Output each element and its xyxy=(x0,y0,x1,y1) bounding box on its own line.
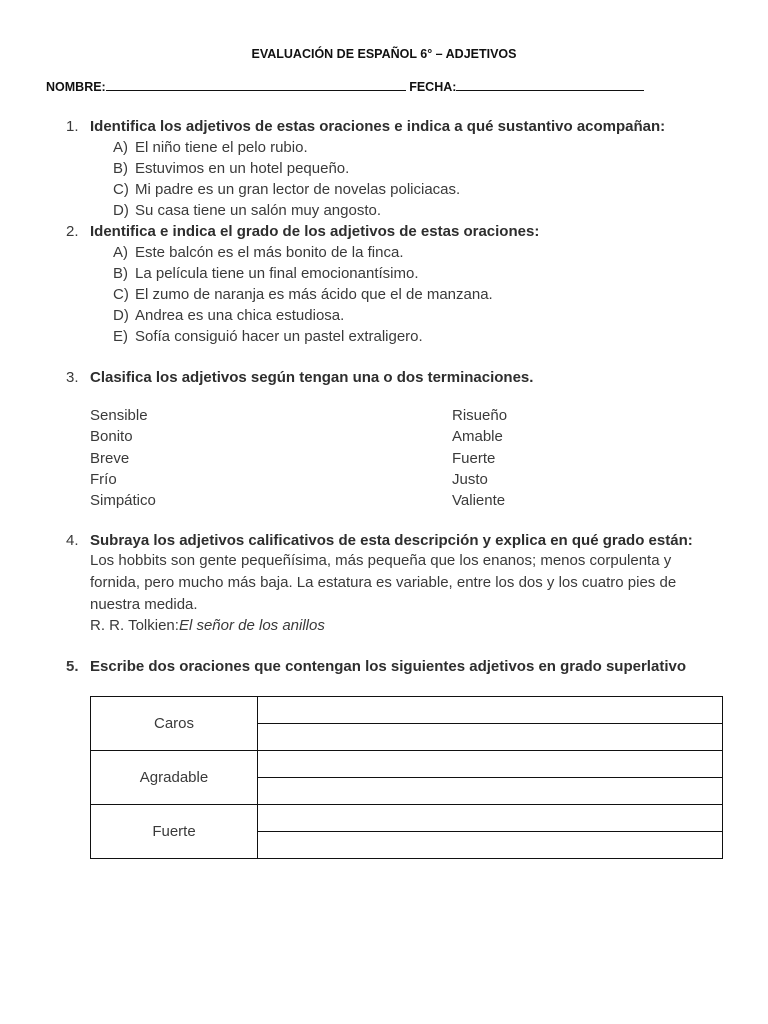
item-letter: D) xyxy=(113,202,129,219)
item-text: Estuvimos en un hotel pequeño. xyxy=(135,160,350,177)
adjective-cell: Fuerte xyxy=(91,805,258,859)
item-text: Su casa tiene un salón muy angosto. xyxy=(135,202,381,219)
name-label: NOMBRE: xyxy=(46,80,106,94)
word-item: Valiente xyxy=(452,492,506,509)
word-item: Amable xyxy=(452,428,503,445)
date-field[interactable] xyxy=(456,78,644,91)
answer-line[interactable] xyxy=(258,805,723,832)
item-text: Este balcón es el más bonito de la finca. xyxy=(135,244,404,261)
question-number: 1. xyxy=(66,118,79,135)
question-number: 2. xyxy=(66,223,79,240)
date-label: FECHA: xyxy=(409,80,457,94)
item-text: Sofía consiguió hacer un pastel extraligero. xyxy=(135,328,423,345)
answer-line[interactable] xyxy=(258,778,723,805)
citation-author: R. R. Tolkien: xyxy=(90,617,179,634)
list-item xyxy=(113,263,419,284)
citation-book: El señor de los anillos xyxy=(178,617,325,634)
word-item: Sensible xyxy=(90,407,148,424)
list-item xyxy=(113,200,381,221)
answer-line[interactable] xyxy=(258,751,723,778)
table-row xyxy=(91,751,723,778)
word-item: Frío xyxy=(90,471,117,488)
item-text: Andrea es una chica estudiosa. xyxy=(135,307,345,324)
item-letter: A) xyxy=(113,139,128,156)
question-heading: Subraya los adjetivos calificativos de esta descripción y explica en qué grado están: xyxy=(90,532,693,549)
item-letter: E) xyxy=(113,328,128,345)
name-field[interactable] xyxy=(106,78,406,91)
item-text: El niño tiene el pelo rubio. xyxy=(135,139,308,156)
answer-line[interactable] xyxy=(258,697,723,724)
question-number: 3. xyxy=(66,369,79,386)
question-heading: Escribe dos oraciones que contengan los siguientes adjetivos en grado superlativo xyxy=(90,658,686,675)
answer-line[interactable] xyxy=(258,832,723,859)
page-title: EVALUACIÓN DE ESPAÑOL 6° – ADJETIVOS xyxy=(251,47,517,61)
list-item xyxy=(113,179,460,200)
answer-line[interactable] xyxy=(258,724,723,751)
word-item: Risueño xyxy=(452,407,508,424)
table-row xyxy=(91,697,723,724)
item-letter: C) xyxy=(113,181,129,198)
word-item: Bonito xyxy=(90,428,133,445)
table-row xyxy=(91,805,723,832)
answer-table xyxy=(90,696,723,859)
question-heading: Identifica e indica el grado de los adjetivos de estas oraciones: xyxy=(90,223,540,240)
list-item xyxy=(113,137,308,158)
item-letter: B) xyxy=(113,160,128,177)
word-item: Justo xyxy=(452,471,488,488)
word-item: Breve xyxy=(90,450,130,467)
name-date-line xyxy=(46,78,644,94)
question-number: 4. xyxy=(66,532,79,549)
item-text: La película tiene un final emocionantísimo. xyxy=(135,265,419,282)
item-letter: A) xyxy=(113,244,128,261)
list-item xyxy=(113,326,423,347)
question-heading: Identifica los adjetivos de estas oraciones e indica a qué sustantivo acompañan: xyxy=(90,118,666,135)
word-item: Fuerte xyxy=(452,450,496,467)
question-number: 5. xyxy=(66,658,79,675)
list-item xyxy=(113,158,349,179)
adjective-cell: Caros xyxy=(91,697,258,751)
item-letter: C) xyxy=(113,286,129,303)
citation xyxy=(90,615,325,636)
item-text: El zumo de naranja es más ácido que el de manzana. xyxy=(135,286,493,303)
list-item xyxy=(113,242,404,263)
question-heading: Clasifica los adjetivos según tengan una o dos terminaciones. xyxy=(90,369,534,386)
list-item xyxy=(113,284,493,305)
adjective-cell: Agradable xyxy=(91,751,258,805)
item-letter: D) xyxy=(113,307,129,324)
list-item xyxy=(113,305,344,326)
item-letter: B) xyxy=(113,265,128,282)
word-item: Simpático xyxy=(90,492,156,509)
description-text: Los hobbits son gente pequeñísima, más pequeña que los enanos; menos corpulenta y fornida, pero mucho más baja. La estatura es variable, entre los dos y los cuatro pies de nuestra medida. xyxy=(90,552,677,613)
item-text: Mi padre es un gran lector de novelas policiacas. xyxy=(135,181,461,198)
